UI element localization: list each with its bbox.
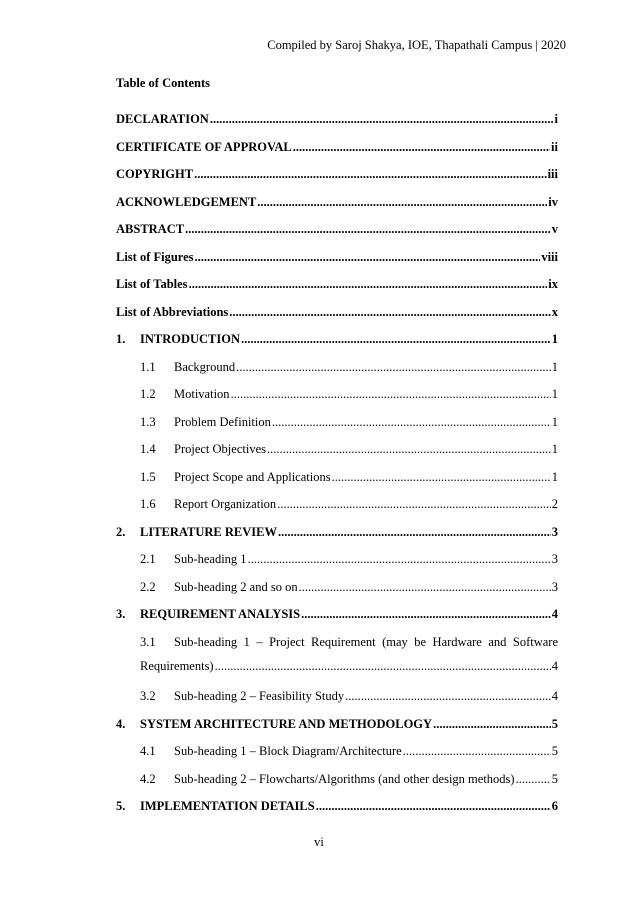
toc-section-number: 1.6 bbox=[140, 497, 156, 511]
toc-leader-dots bbox=[231, 381, 551, 409]
toc-entry-page: 4 bbox=[551, 689, 558, 703]
toc-entry-label: Project Objectives bbox=[174, 442, 266, 456]
toc-leader-dots bbox=[301, 601, 551, 629]
toc-entry-page: 4 bbox=[551, 607, 558, 621]
toc-entry-page: 1 bbox=[551, 359, 558, 374]
toc-entry-label: COPYRIGHT bbox=[116, 167, 194, 181]
toc-entry-label: Sub-heading 1 – Block Diagram/Architecture bbox=[174, 744, 402, 758]
toc-section-number: 2.2 bbox=[140, 579, 156, 594]
toc-entry-page: iii bbox=[547, 167, 558, 181]
toc-chapter-1[interactable] bbox=[116, 326, 558, 354]
toc-entry-label: Problem Definition bbox=[174, 414, 271, 429]
toc-leader-dots bbox=[241, 326, 551, 354]
toc-leader-dots bbox=[185, 216, 551, 244]
toc-chapter-number: 3. bbox=[116, 607, 126, 621]
toc-entry-label: Background bbox=[174, 359, 236, 374]
toc-leader-dots bbox=[195, 244, 541, 272]
toc-entry-label: Sub-heading 2 – Flowcharts/Algorithms (and other design methods) bbox=[174, 771, 515, 786]
toc-leader-dots bbox=[277, 491, 551, 519]
toc-entry-copyright[interactable] bbox=[116, 161, 558, 189]
toc-entry-page: 2 bbox=[551, 497, 558, 511]
toc-leader-dots bbox=[229, 299, 550, 327]
toc-section-3-1[interactable] bbox=[116, 629, 558, 684]
toc-section-4-2[interactable] bbox=[116, 766, 558, 794]
toc-leader-dots bbox=[257, 189, 547, 217]
toc-entry-page: v bbox=[551, 222, 558, 236]
toc-section-1-5[interactable] bbox=[116, 464, 558, 492]
toc-section-line bbox=[140, 629, 558, 657]
toc-entry-label: LITERATURE REVIEW bbox=[140, 524, 277, 539]
table-of-contents bbox=[116, 106, 558, 821]
toc-entry-label: Sub-heading 1 bbox=[174, 552, 247, 566]
toc-entry-page: 1 bbox=[551, 469, 558, 484]
toc-entry-page: 3 bbox=[551, 524, 558, 539]
toc-entry-page: viii bbox=[541, 249, 558, 264]
toc-section-line-continued bbox=[140, 656, 558, 683]
toc-entry-page: 5 bbox=[551, 771, 558, 786]
toc-leader-dots bbox=[403, 738, 551, 766]
toc-entry-acknowledgement[interactable] bbox=[116, 189, 558, 217]
toc-entry-page: 4 bbox=[551, 659, 558, 673]
toc-entry-declaration[interactable] bbox=[116, 106, 558, 134]
toc-chapter-number: 5. bbox=[116, 799, 126, 813]
toc-entry-label: List of Figures bbox=[116, 249, 194, 264]
toc-leader-dots bbox=[345, 683, 551, 711]
toc-chapter-number: 4. bbox=[116, 716, 126, 731]
toc-chapter-4[interactable] bbox=[116, 711, 558, 739]
toc-section-2-2[interactable] bbox=[116, 574, 558, 602]
toc-entry-label-continued: Requirements) bbox=[140, 659, 214, 673]
toc-entry-label: Sub-heading 2 – Feasibility Study bbox=[174, 689, 345, 703]
toc-chapter-2[interactable] bbox=[116, 519, 558, 547]
toc-leader-dots bbox=[189, 271, 548, 299]
toc-chapter-3[interactable] bbox=[116, 601, 558, 629]
toc-section-number: 1.5 bbox=[140, 469, 156, 484]
toc-entry-label: List of Abbreviations bbox=[116, 304, 229, 319]
toc-entry-page: 3 bbox=[551, 579, 558, 594]
toc-section-number: 1.1 bbox=[140, 359, 156, 374]
toc-title: Table of Contents bbox=[116, 76, 210, 90]
toc-section-number: 1.4 bbox=[140, 442, 156, 456]
toc-entry-label: Project Scope and Applications bbox=[174, 469, 331, 484]
toc-entry-page: ix bbox=[548, 277, 558, 291]
toc-entry-page: 6 bbox=[551, 799, 558, 813]
toc-entry-page: iv bbox=[548, 194, 558, 209]
toc-section-1-4[interactable] bbox=[116, 436, 558, 464]
toc-entry-page: 1 bbox=[551, 442, 558, 456]
toc-section-1-1[interactable] bbox=[116, 354, 558, 382]
toc-entry-label: INTRODUCTION bbox=[140, 332, 241, 346]
toc-leader-dots bbox=[332, 464, 551, 492]
toc-entry-certificate[interactable] bbox=[116, 134, 558, 162]
toc-leader-dots bbox=[293, 134, 550, 162]
toc-section-1-3[interactable] bbox=[116, 409, 558, 437]
toc-entry-page: 1 bbox=[551, 387, 558, 401]
toc-entry-label: Sub-heading 1 – Project Requirement (may be Hardware and Software bbox=[174, 634, 558, 649]
toc-section-1-2[interactable] bbox=[116, 381, 558, 409]
toc-leader-dots bbox=[516, 766, 551, 794]
toc-section-number: 4.1 bbox=[140, 744, 156, 758]
toc-entry-list-of-figures[interactable] bbox=[116, 244, 558, 272]
toc-leader-dots bbox=[210, 106, 554, 134]
toc-chapter-5[interactable] bbox=[116, 793, 558, 821]
toc-entry-label: ABSTRACT bbox=[116, 222, 185, 236]
toc-entry-label: ACKNOWLEDGEMENT bbox=[116, 194, 257, 209]
toc-entry-list-of-tables[interactable] bbox=[116, 271, 558, 299]
toc-leader-dots bbox=[316, 793, 551, 821]
page-number-footer: vi bbox=[314, 835, 324, 849]
toc-entry-page: 3 bbox=[551, 552, 558, 566]
toc-entry-page: 1 bbox=[551, 332, 558, 346]
toc-entry-label: Report Organization bbox=[174, 497, 277, 511]
toc-leader-dots bbox=[278, 519, 551, 547]
toc-entry-label: List of Tables bbox=[116, 277, 188, 291]
toc-leader-dots bbox=[215, 656, 551, 676]
toc-leader-dots bbox=[272, 409, 551, 437]
toc-entry-page: 1 bbox=[551, 414, 558, 429]
toc-leader-dots bbox=[236, 354, 551, 382]
toc-leader-dots bbox=[248, 546, 551, 574]
toc-section-number: 1.2 bbox=[140, 387, 156, 401]
toc-section-number: 4.2 bbox=[140, 771, 156, 786]
toc-entry-label: Sub-heading 2 and so on bbox=[174, 579, 298, 594]
toc-section-number: 3.2 bbox=[140, 689, 156, 703]
toc-chapter-number: 2. bbox=[116, 524, 126, 539]
toc-entry-page: 5 bbox=[551, 744, 558, 758]
page-header: Compiled by Saroj Shakya, IOE, Thapathali Campus | 2020 bbox=[267, 38, 566, 52]
toc-entry-page: 5 bbox=[551, 716, 558, 731]
toc-section-number: 3.1 bbox=[140, 634, 156, 649]
toc-entry-page: x bbox=[551, 304, 558, 319]
toc-entry-label: REQUIREMENT ANALYSIS bbox=[140, 607, 301, 621]
toc-entry-label: SYSTEM ARCHITECTURE AND METHODOLOGY bbox=[140, 716, 433, 731]
toc-entry-page: i bbox=[554, 112, 558, 126]
toc-entry-label: IMPLEMENTATION DETAILS bbox=[140, 799, 315, 813]
toc-section-2-1[interactable] bbox=[116, 546, 558, 574]
toc-entry-label: CERTIFICATE OF APPROVAL bbox=[116, 139, 292, 154]
toc-leader-dots bbox=[267, 436, 551, 464]
toc-leader-dots bbox=[194, 161, 546, 189]
toc-chapter-number: 1. bbox=[116, 332, 126, 346]
toc-entry-label: Motivation bbox=[174, 387, 230, 401]
toc-entry-list-of-abbreviations[interactable] bbox=[116, 299, 558, 327]
toc-entry-page: ii bbox=[551, 139, 558, 154]
toc-section-3-2[interactable] bbox=[116, 683, 558, 711]
toc-entry-abstract[interactable] bbox=[116, 216, 558, 244]
toc-section-4-1[interactable] bbox=[116, 738, 558, 766]
toc-section-number: 2.1 bbox=[140, 552, 156, 566]
toc-section-1-6[interactable] bbox=[116, 491, 558, 519]
toc-section-number: 1.3 bbox=[140, 414, 156, 429]
toc-leader-dots bbox=[299, 574, 551, 602]
toc-leader-dots bbox=[433, 711, 551, 739]
toc-entry-label: DECLARATION bbox=[116, 112, 209, 126]
